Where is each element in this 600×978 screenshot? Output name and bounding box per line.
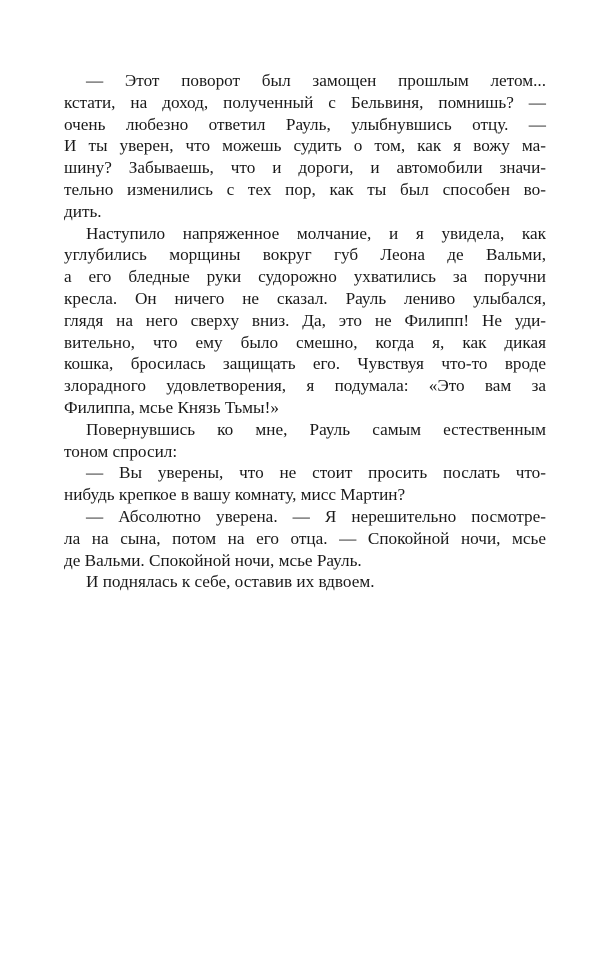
text-line: кошка, бросилась защищать его. Чувствуя что-то вроде bbox=[64, 354, 546, 374]
text-line: — Абсолютно уверена. — Я нерешительно посмотре- bbox=[86, 506, 546, 526]
text-line: нибудь крепкое в вашу комнату, мисс Мартин? bbox=[64, 485, 406, 505]
text-line: Филиппа, мсье Князь Тьмы!» bbox=[64, 397, 279, 417]
text-line: злорадного удовлетворения, я подумала: «Это вам за bbox=[64, 376, 546, 396]
paragraph bbox=[64, 506, 546, 571]
text-line: а его бледные руки судорожно ухватились за поручни bbox=[64, 267, 546, 287]
paragraph bbox=[86, 571, 546, 593]
text-line: — Этот поворот был замощен прошлым летом... bbox=[86, 71, 546, 90]
paragraph bbox=[64, 223, 546, 419]
paragraph bbox=[64, 70, 546, 223]
text-line: кстати, на доход, полученный с Бельвиня, помнишь? — bbox=[64, 92, 546, 112]
text-line: очень любезно ответил Рауль, улыбнувшись отцу. — bbox=[64, 114, 546, 134]
text-line: дить. bbox=[64, 201, 102, 221]
text-line: кресла. Он ничего не сказал. Рауль лениво улыбался, bbox=[64, 288, 546, 308]
text-line: углубились морщины вокруг губ Леона де Вальми, bbox=[64, 245, 546, 265]
text-line: тельно изменились с тех пор, как ты был способен во- bbox=[64, 179, 546, 199]
text-line: вительно, что ему было смешно, когда я, как дикая bbox=[64, 332, 546, 352]
text-line: ла на сына, потом на его отца. — Спокойной ночи, мсье bbox=[64, 528, 546, 548]
text-line: де Вальми. Спокойной ночи, мсье Рауль. bbox=[64, 550, 362, 570]
paragraph bbox=[64, 462, 546, 506]
text-line: глядя на него сверху вниз. Да, это не Филипп! Не уди- bbox=[64, 310, 546, 330]
text-line: шину? Забываешь, что и дороги, и автомобили значи- bbox=[64, 158, 546, 178]
text-line: И поднялась к себе, оставив их вдвоем. bbox=[86, 572, 375, 592]
paragraph bbox=[64, 419, 546, 463]
text-line: Повернувшись ко мне, Рауль самым естественным bbox=[86, 419, 546, 439]
text-line: — Вы уверены, что не стоит просить послать что- bbox=[86, 463, 546, 483]
text-line: Наступило напряженное молчание, и я увидела, как bbox=[86, 223, 546, 243]
body-text bbox=[64, 70, 546, 593]
text-line: И ты уверен, что можешь судить о том, как я вожу ма- bbox=[64, 136, 546, 156]
text-line: тоном спросил: bbox=[64, 441, 178, 461]
